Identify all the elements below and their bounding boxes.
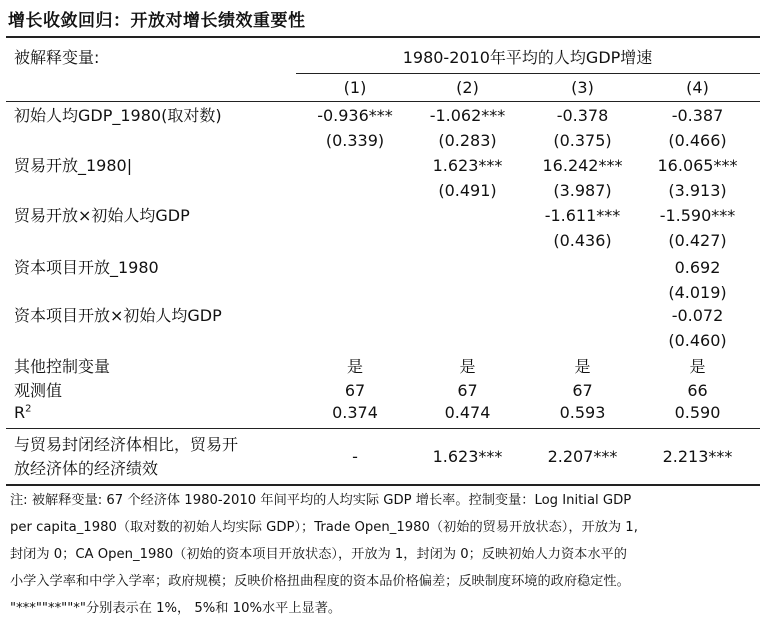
note-line: 小学入学率和中学入学率；政府规模；反映价格扭曲程度的资本品价格偏差；反映制度环境的政府稳定性。 bbox=[10, 574, 630, 589]
dep-var-label: 被解释变量: bbox=[14, 48, 100, 67]
r2-label-text: R bbox=[14, 403, 26, 422]
col-header-4: (4) bbox=[686, 78, 709, 97]
se-cell: (3.913) bbox=[668, 181, 727, 200]
header-bottom-rule bbox=[6, 101, 760, 102]
se-cell: (0.460) bbox=[668, 331, 727, 350]
comparison-cell: 1.623*** bbox=[432, 447, 503, 466]
coef-cell: -1.590*** bbox=[659, 206, 736, 225]
row-label: 资本项目开放×初始人均GDP bbox=[14, 306, 222, 325]
controls-cell: 是 bbox=[574, 357, 591, 376]
coef-cell: -0.072 bbox=[671, 306, 724, 325]
comparison-cell: - bbox=[352, 447, 358, 466]
comparison-cell: 2.213*** bbox=[662, 447, 733, 466]
se-cell: (0.436) bbox=[553, 231, 612, 250]
note-line: "***""**""*"分别表示在 1%， 5%和 10%水平上显著。 bbox=[10, 601, 342, 616]
table-title: 增长收敛回归：开放对增长绩效重要性 bbox=[8, 11, 306, 31]
r2-cell: 0.590 bbox=[674, 403, 721, 422]
se-cell: (0.283) bbox=[438, 131, 497, 150]
se-cell: (0.466) bbox=[668, 131, 727, 150]
se-cell: (0.375) bbox=[553, 131, 612, 150]
note-line: 封闭为 0；CA Open_1980（初始的资本项目开放状态），开放为 1，封闭为 0；反映初始人力资本水平的 bbox=[10, 547, 627, 562]
coef-cell: -0.378 bbox=[556, 106, 609, 125]
coef-cell: 16.242*** bbox=[542, 156, 623, 175]
r2-cell: 0.374 bbox=[332, 403, 378, 422]
controls-cell: 是 bbox=[459, 357, 476, 376]
observations-cell: 66 bbox=[687, 381, 708, 400]
dep-var-value: 1980-2010年平均的人均GDP增速 bbox=[402, 48, 653, 67]
row-label: 初始人均GDP_1980(取对数) bbox=[14, 106, 222, 125]
comparison-label-line1: 与贸易封闭经济体相比，贸易开 bbox=[14, 435, 239, 454]
r2-cell: 0.593 bbox=[559, 403, 606, 422]
se-cell: (0.491) bbox=[438, 181, 497, 200]
coef-cell: -0.936*** bbox=[317, 106, 393, 125]
row-label: 资本项目开放_1980 bbox=[14, 258, 159, 277]
r2-label bbox=[14, 403, 32, 423]
header-partial-rule bbox=[296, 73, 760, 74]
r2-cell: 0.474 bbox=[444, 403, 491, 422]
se-cell: (3.987) bbox=[553, 181, 612, 200]
coef-cell: 0.692 bbox=[674, 258, 721, 277]
se-cell: (4.019) bbox=[668, 283, 727, 302]
controls-cell: 是 bbox=[689, 357, 706, 376]
coef-cell: -0.387 bbox=[671, 106, 724, 125]
comparison-cell: 2.207*** bbox=[547, 447, 618, 466]
top-rule bbox=[6, 36, 760, 38]
note-line: 注: 被解释变量: 67 个经济体 1980-2010 年间平均的人均实际 GDP 增长率。控制变量：Log Initial GDP bbox=[10, 493, 632, 508]
row-label: 贸易开放×初始人均GDP bbox=[14, 206, 190, 225]
controls-label: 其他控制变量 bbox=[14, 357, 111, 376]
coef-cell: -1.611*** bbox=[544, 206, 621, 225]
observations-cell: 67 bbox=[457, 381, 478, 400]
col-header-2: (2) bbox=[456, 78, 479, 97]
controls-cell: 是 bbox=[346, 357, 363, 376]
se-cell: (0.339) bbox=[325, 131, 385, 150]
observations-cell: 67 bbox=[344, 381, 366, 400]
note-line: per capita_1980（取对数的初始人均实际 GDP）；Trade Open_1980（初始的贸易开放状态），开放为 1, bbox=[10, 520, 638, 535]
coef-cell: 1.623*** bbox=[432, 156, 503, 175]
col-header-3: (3) bbox=[571, 78, 594, 97]
comparison-top-rule bbox=[6, 428, 760, 429]
bottom-rule bbox=[6, 484, 760, 486]
row-label: 贸易开放_1980| bbox=[14, 156, 133, 175]
coef-cell: -1.062*** bbox=[429, 106, 506, 125]
se-cell: (0.427) bbox=[668, 231, 727, 250]
r2-label-sup: 2 bbox=[25, 403, 32, 415]
observations-cell: 67 bbox=[572, 381, 593, 400]
coef-cell: 16.065*** bbox=[657, 156, 738, 175]
col-header-1: (1) bbox=[343, 78, 367, 97]
observations-label: 观测值 bbox=[14, 381, 63, 400]
comparison-label-line2: 放经济体的经济绩效 bbox=[14, 459, 159, 478]
